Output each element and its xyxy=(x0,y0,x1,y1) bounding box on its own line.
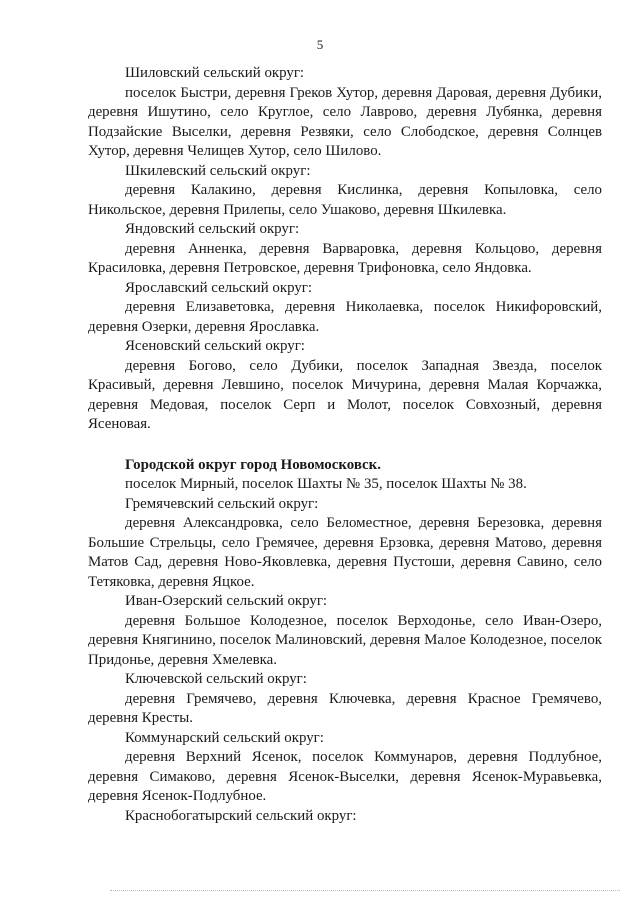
section-text: деревня Анненка, деревня Варваровка, деревня Кольцово, деревня Красиловка, деревня Петровское, деревня Трифоновка, село Яндовка. xyxy=(88,240,602,276)
section-text: поселок Быстри, деревня Греков Хутор, деревня Даровая, деревня Дубики, деревня Ишутино, село Круглое, село Лаврово, деревня Лубянка, деревня Подзайские Выселки, деревня Резвяки, село Слободское, деревня Солнцев Хутор, деревня Челищев Хутор, село Шилово. xyxy=(88,84,602,159)
section-text: деревня Калакино, деревня Кислинка, деревня Копыловка, село Никольское, деревня Прилепы, село Ушаково, деревня Шкилевка. xyxy=(88,182,602,218)
section-text: деревня Верхний Ясенок, поселок Коммунаров, деревня Подлубное, деревня Симаково, деревня Ясенок-Выселки, деревня Ясенок-Муравьевка, деревня Ясенок-Подлубное. xyxy=(88,749,602,804)
section-title: Яндовский сельский округ: xyxy=(125,221,300,237)
section-text: деревня Богово, село Дубики, поселок Западная Звезда, поселок Красивый, деревня Левшино, поселок Мичурина, деревня Малая Корчажка, деревня Медовая, поселок Серп и Молот, поселок Совхозный, деревня Ясеновая. xyxy=(88,357,602,432)
document-body xyxy=(88,64,602,826)
section-title: Шиловский сельский округ: xyxy=(125,65,305,81)
paragraph-gap xyxy=(88,435,602,456)
section-title: Ясеновский сельский округ: xyxy=(125,338,305,354)
section-title: Иван-Озерский сельский округ: xyxy=(125,593,328,609)
section-title: Ключевской сельский округ: xyxy=(125,671,307,687)
city-district-heading: Городской округ город Новомосковск. xyxy=(125,456,381,473)
section-title: Краснобогатырский сельский округ: xyxy=(125,807,357,824)
footer-rule xyxy=(110,890,620,891)
page-number: 5 xyxy=(316,37,324,52)
section-title: Ярославский сельский округ: xyxy=(125,279,313,296)
section-text: деревня Большое Колодезное, поселок Верходонье, село Иван-Озеро, деревня Княгинино, поселок Малиновский, деревня Малое Колодезное, поселок Придонье, деревня Хмелевка. xyxy=(88,612,602,668)
section-title: Гремячевский сельский округ: xyxy=(125,495,319,512)
section-text: деревня Гремячево, деревня Ключевка, деревня Красное Гремячево, деревня Кресты. xyxy=(88,690,602,726)
city-settlements: поселок Мирный, поселок Шахты № 35, поселок Шахты № 38. xyxy=(125,476,527,492)
section-text: деревня Елизаветовка, деревня Николаевка, поселок Никифоровский, деревня Озерки, деревня Ярославка. xyxy=(88,299,602,335)
section-title: Шкилевский сельский округ: xyxy=(125,162,311,179)
section-title: Коммунарский сельский округ: xyxy=(125,729,324,746)
section-text: деревня Александровка, село Беломестное, деревня Березовка, деревня Большие Стрельцы, село Гремячее, деревня Ерзовка, деревня Матово, деревня Матов Сад, деревня Ново-Яковлевка, деревня Пустоши, деревня Савино, село Тетяковка, деревня Яцкое. xyxy=(88,515,602,590)
